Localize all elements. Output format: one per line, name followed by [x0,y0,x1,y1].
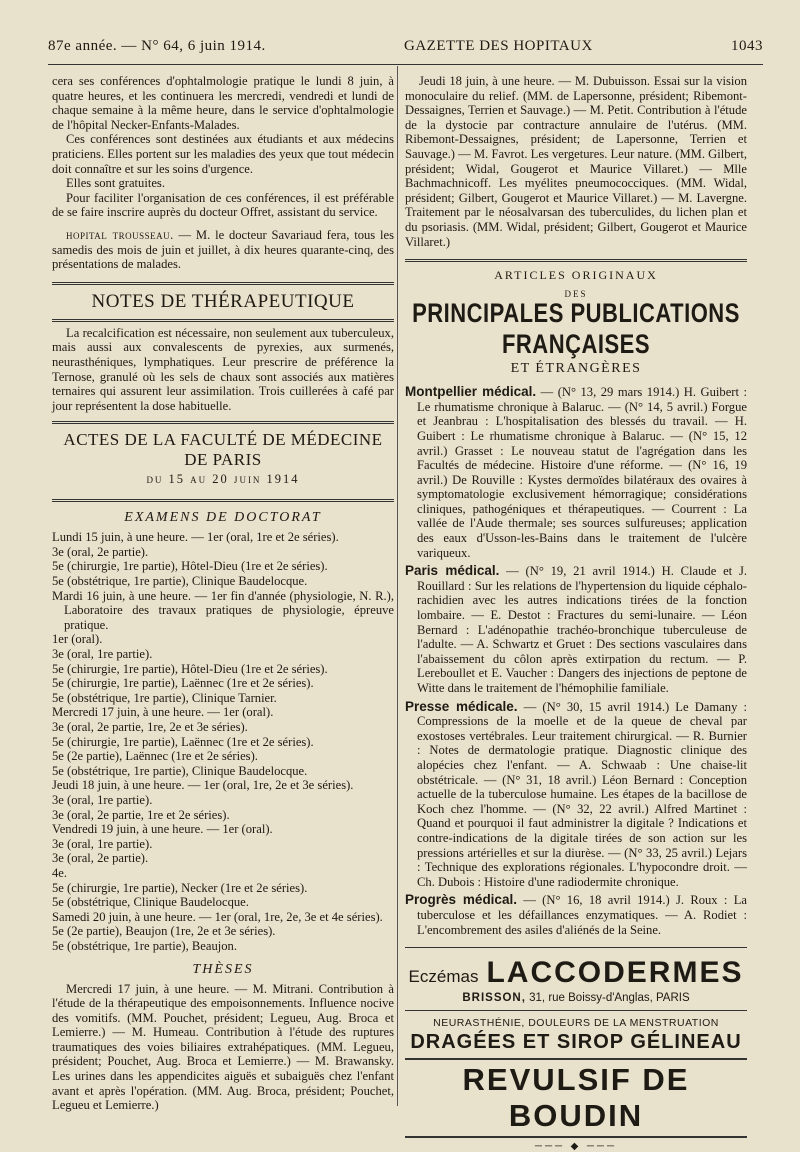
exam-line: 5e (chirurgie, 1re partie), Laënnec (1re et 2e séries). [52,676,314,691]
jeudi-theses-paragraph: Jeudi 18 juin, à une heure. — M. Dubuisson. Essai sur la vision monoculaire du relief. (MM. de Lapersonne, président; Ribemont-Dessaignes, Terrien et Sauvage.) — M. Petit. Contribution à l'étude de la dystocie par contracture annulaire de l'utérus. (MM. Ribemont-Dessaignes, président; de Lapersonne, Terrien et Sauvage.) — M. Favrot. Les vergetures. Leur nature. (MM. Gilbert, président; Widal, Gougerot et Maurice Villaret.) — Mlle Bachmachnicoff. Les myélites pneumococciques. (MM. Widal, président; Gilbert, Gougerot et Maurice Villaret.) — M. Lavergne. Traitement par le néosalvarsan des tuberculides, du lichen plan et du psoriasis. (MM. Widal, président; Gilbert, Gougerot et Maurice Villaret.) [405,74,747,249]
journal-entry-text [405,700,747,890]
exam-line: Mercredi 17 juin, à une heure. — 1er (oral). [52,705,274,720]
exam-line: Lundi 15 juin, à une heure. — 1er (oral, 1re et 2e séries). [52,530,339,545]
articles-heading-1: ARTICLES ORIGINAUX [494,268,658,283]
newspaper-page [48,30,763,1152]
inscription-paragraph: Pour faciliter l'organisation de ces conférences, il est préférable de se faire inscrire auprès du docteur Offret, assistant du service. [52,190,394,220]
journal-summary: — (N° 30, 15 avril 1914.) Le Damany : Compressions de la moelle et de la queue de cheval par exostoses vertébrales. Leur traitement chirurgical. — R. Burnier : Notes de dermatologie pratique. Diagnostic clinique des alopécies chez l'enfant. — A. Schwaab : Une chaise-lit obstétricale. — (N° 31, 18 avril.) Léon Bernard : Conception actuelle de la tuberculose humaine. Les étapes de la bacillose de Koch chez l'homme. — (N° 32, 22 avril.) Alfred Martinet : Quand et pourquoi il faut administrer la digitale ? Indications et contre-indications de la digitale tirées de son action sur les pressions artérielles et sur la diurèse. — (N° 33, 25 avril.) Lejars : Technique des explorations régionales. L'hypocondre droit. — Ch. Dubois : Histoire d'une radiodermite chronique. [417,699,747,889]
theses-paragraph: Mercredi 17 juin, à une heure. — M. Mitrani. Contribution à l'étude de la thérapeutique des empoisonnements. Influence nocive des vomitifs. (MM. Pouchet, président; Legueu, Aug. Broca et Lemierre.) — M. Humeau. Contribution à l'étude des ruptures traumatiques des voies biliaires extrahépatiques. (MM. Legueu, président; Pouchet, Aug. Broca et Lemierre.) — M. Brawansky. Les urines dans les appendicites aiguës et subaiguës chez l'enfant avant et après l'opération. (MM. Aug. Broca, président; Pouchet, Legueu et Lemierre.) [52,981,394,1113]
exam-line: 5e (2e partie), Laënnec (1re et 2e séries). [52,749,258,764]
ornament-divider: ─── ◆ ─── [534,1141,618,1152]
theses-title: THÈSES [192,961,254,977]
exam-line: 5e (chirurgie, 1re partie), Hôtel-Dieu (1re et 2e séries). [52,661,328,676]
exam-line: 3e (oral, 1re partie). [52,647,153,662]
ad-brand: LACCODERMES [486,956,744,990]
journal-name: Montpellier médical. [405,384,537,400]
ad-divider [405,1010,747,1011]
exam-line: 5e (obstétrique, Clinique Baudelocque. [52,895,249,910]
exam-line: 3e (oral, 2e partie, 1re, 2e et 3e séries). [52,720,248,734]
exam-line: 5e (chirurgie, 1re partie), Necker (1re et 2e séries). [52,880,308,895]
trousseau-text: — M. le docteur Savariaud fera, tous les samedis des mois de juin et juillet, à dix heures quarante-cinq, des présentations de malades. [52,227,394,272]
journal-summary: — (N° 19, 21 avril 1914.) H. Claude et J. Rouillard : Sur les relations de l'hypertension du liquide céphalo-rachidien avec les autres indications tirées de la fonction lombaire. — E. Destot : Fractures du semi-lunaire. — Léon Bernard : L'adénopathie trachéo-bronchique tuberculeuse de l'adulte. — A. Schwartz et Gruet : Des sections vasculaires dans l'abaissement du côlon après extirpation du rectum. — P. Lereboullet et E. Vaucher : Dangers des injections de peptone de Witte dans le traitement de l'hémophilie familiale. [417,564,747,695]
ad-address [405,992,747,1004]
intro-paragraph: cera ses conférences d'ophtalmologie pratique le lundi 8 juin, à quatre heures, et les continuera les mercredi, vendredi et lundi de chaque semaine à la même heure, dans le service d'ophtalmologie de l'hôpital Necker-Enfants-Malades. [52,74,394,132]
exam-line: 1er (oral). [52,632,103,647]
exam-schedule [52,530,394,953]
exam-line: 3e (oral, 1re partie). [52,792,153,807]
journal-entry-text [405,385,747,560]
exam-line: 5e (obstétrique, 1re partie), Clinique Baudelocque. [52,574,308,589]
ad-tagline: NEURASTHÉNIE, DOULEURS DE LA MENSTRUATION [433,1017,719,1030]
laccodermes-ad [405,956,747,990]
gratuites-paragraph: Elles sont gratuites. [66,176,165,191]
journal-name: Presse médicale. [405,698,518,714]
right-column [405,74,747,1152]
left-column [52,74,394,1113]
articles-heading-4: ET ÉTRANGÈRES [510,361,642,377]
articles-heading-2: DES [564,289,588,300]
journal-entry [405,564,747,695]
running-header [48,38,763,60]
articles-top-rule [405,259,747,262]
journal-entry [405,700,747,890]
exam-line: 5e (obstétrique, 1re partie), Beaujon. [52,938,237,953]
journal-entry [405,385,747,560]
articles-heading-3: PRINCIPALES PUBLICATIONS FRANÇAISES [412,297,740,360]
notes-paragraph: La recalcification est nécessaire, non seulement aux tuberculeux, mais aussi aux convalescents de pyrexies, aux surmenés, neurasthéniques, lymphatiques. Leur prescrire de préférence la Ternose, granulé où les sels de chaux sont associés aux matières ternaires qui assurent leur assimilation. Trois cuillerées à café par jour représentent la dose habituelle. [52,325,394,413]
journal-name: Progrès médical. [405,892,517,908]
actes-title: ACTES DE LA FACULTÉ DE MÉDECINE DE PARIS [63,430,383,470]
exam-line: Vendredi 19 juin, à une heure. — 1er (oral). [52,822,273,837]
exam-line: 5e (chirurgie, 1re partie), Laënnec (1re et 2e séries). [52,734,314,749]
ad-product: DRAGÉES ET SIROP GÉLINEAU [410,1031,742,1054]
journal-entry [405,893,747,937]
advertisement-block [405,947,747,1152]
trousseau-label: hopital trousseau. [66,227,174,242]
ad-address-name: BRISSON, [462,992,526,1005]
journal-summary: — (N° 13, 29 mars 1914.) H. Guibert : Le rhumatisme chronique à Balaruc. — (N° 14, 5 avril.) Forgue et Jeanbrau : L'hospitalisation des blessés du travail. — H. Guibert : Le rhumatisme chronique à Balaruc. — (N° 15, 12 avril.) Grasset : Le nouveau statut de l'agrégation dans les Facultés de médecine. Histoire d'une réforme. — (N° 16, 19 avril.) De Rouville : Kystes dermoïdes bilatéraux des ovaires à symptomatologie exclusivement hémorragique; considérations cliniques, pathogéniques et thérapeutiques. — Courrent : La vallée de l'Aude thermale; ses sources sulfureuses; application des eaux d'Usson-les-Bains dans le traitement de l'ulcère variqueux. [417,385,747,560]
actes-subtitle: du 15 au 20 juin 1914 [146,472,300,487]
exam-line: 3e (oral, 1re partie). [52,836,153,851]
ad-prefix: Eczémas [408,967,479,987]
journal-entry-text [405,893,747,937]
exam-line: 4e. [52,865,68,880]
exam-line: 3e (oral, 2e partie). [52,544,149,559]
header-issue: 87e année. — N° 64, 6 juin 1914. [48,38,266,54]
exam-line: 5e (2e partie), Beaujon (1re, 2e et 3e séries). [52,924,276,939]
journal-name: Paris médical. [405,563,500,579]
journal-entry-text [405,564,747,695]
header-rule [48,64,763,65]
exam-line: 5e (obstétrique, 1re partie), Clinique Baudelocque. [52,763,308,778]
notes-heading-box [52,282,394,322]
column-separator [397,66,398,1106]
ad-address-street: 31, rue Boissy-d'Anglas, PARIS [525,992,690,1005]
notes-title: NOTES DE THÉRAPEUTIQUE [91,290,355,312]
exam-line: Jeudi 18 juin, à une heure. — 1er (oral, 1re, 2e et 3e séries). [52,778,354,793]
exam-line: Mardi 16 juin, à une heure. — 1er fin d'année (physiologie, N. R.), Laboratoire des travaux pratiques de physiologie, épreuve pratique. [52,588,394,632]
examens-title: EXAMENS DE DOCTORAT [124,510,322,526]
ad-revulsif: REVULSIF DE BOUDIN [405,1058,747,1138]
journal-summary: — (N° 16, 18 avril 1914.) J. Roux : La tuberculose et les défaillances enzymatiques. — A. Rodiet : L'encombrement des asiles d'aliénés de la Seine. [417,893,747,937]
header-title: GAZETTE DES HOPITAUX [404,38,593,54]
trousseau-paragraph [52,228,394,272]
conferences-paragraph: Ces conférences sont destinées aux étudiants et aux médecins praticiens. Elles portent sur les maladies des yeux que tout médecin doit connaître et sur les soins d'urgence. [52,132,394,176]
exam-line: Samedi 20 juin, à une heure. — 1er (oral, 1re, 2e, 3e et 4e séries). [52,909,383,924]
exam-line: 3e (oral, 2e partie, 1re et 2e séries). [52,807,230,822]
exam-line: 5e (chirurgie, 1re partie), Hôtel-Dieu (1re et 2e séries). [52,559,328,574]
actes-heading-box [52,421,394,502]
exam-line: 3e (oral, 2e partie). [52,851,149,866]
exam-line: 5e (obstétrique, 1re partie), Clinique Tarnier. [52,690,277,705]
header-page-number: 1043 [730,38,763,54]
